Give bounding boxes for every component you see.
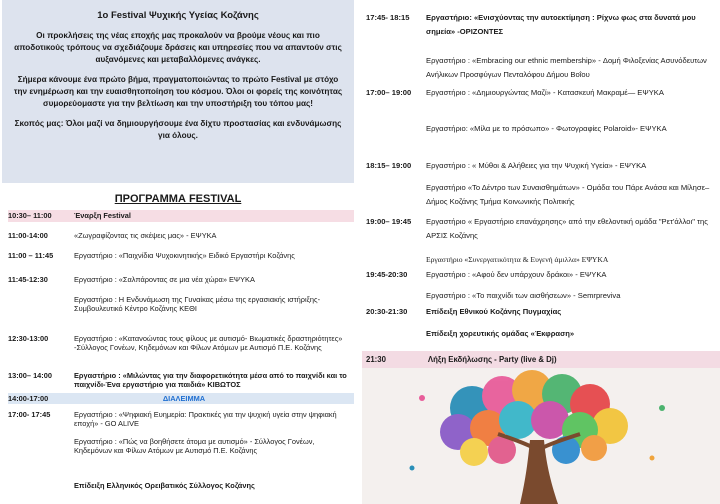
schedule-row	[8, 481, 354, 490]
row-time: 19:00– 19:45	[366, 217, 412, 226]
program-title: ΠΡΟΓΡΑΜΜΑ FESTIVAL	[114, 193, 242, 205]
row-desc: Εργαστήριο : « Μύθοι & Αλήθειες για την Ψυχική Υγεία» - ΕΨΥΚΑ	[426, 161, 647, 170]
schedule-row	[8, 210, 354, 222]
schedule-row	[366, 11, 716, 39]
row-time	[366, 122, 426, 136]
row-desc: Επίδειξη χορευτικής ομάδας «Έκφραση»	[426, 329, 575, 338]
row-time: 11:00 – 11:45	[8, 251, 54, 260]
row-desc: Εργαστήριο : «Μιλώντας για την διαφορετικότητα μέσα από το παιχνίδι και το παιχνίδι-Ένα εργαστήριο για παιδιά» ΚΙΒΩΤΟΣ	[74, 371, 347, 389]
row-desc: Έναρξη Festival	[74, 211, 131, 220]
row-time: 12:30-13:00	[8, 334, 49, 343]
row-time	[8, 295, 74, 313]
closing-row	[362, 351, 720, 368]
row-time: 17:45- 18:15	[366, 13, 410, 22]
schedule-row	[8, 334, 354, 352]
row-desc: Εργαστήριο : «Ψηφιακή Ευημερία: Πρακτικές για την ψυχική υγεία στην ψηφιακή εποχή» - GO ALIVE	[74, 410, 337, 428]
row-desc: Εργαστήριο «Συνεργατικότητα & Ευγενή άμιλλα» ΕΨΥΚΑ	[426, 255, 609, 264]
intro-paragraph-3: Σκοπός μας: Όλοι μαζί να δημιουργήσουμε ένα δίχτυ προστασίας και ενδυνάμωσης για όλους.	[14, 119, 342, 140]
row-time: 10:30– 11:00	[8, 211, 52, 220]
closing-desc: Λήξη Εκδήλωσης - Party (live & Dj)	[427, 355, 557, 364]
intro-paragraph-1: Οι προκλήσεις της νέας εποχής μας προκαλούν να βρούμε νέους και πιο αποδοτικούς τρόπους να σχεδιάζουμε δράσεις και υπηρεσίες που να απαντούν στις αυξανόμενες και μεταβαλλόμενες ανάγκες.	[14, 31, 342, 64]
row-desc: «Ζωγραφίζοντας τις σκέψεις μας» - ΕΨΥΚΑ	[74, 231, 217, 240]
schedule-row	[366, 215, 716, 243]
row-time: 14:00-17:00	[8, 394, 49, 403]
row-time	[366, 253, 426, 267]
row-time: 11:00-14:00	[8, 231, 48, 240]
break-label: ΔΙΑΛΕΙΜΜΑ	[162, 394, 206, 403]
row-time: 18:15– 19:00	[366, 161, 412, 170]
row-time	[8, 481, 74, 490]
schedule-row	[8, 251, 354, 260]
row-desc: Εργαστήριο : «Embracing our ethnic membership» - Δομή Φιλοξενίας Ασυνόδευτων Ανήλικων Προσφύγων Πενταλόφου Δήμου Βοΐου	[426, 56, 707, 79]
brain-tree-illustration	[362, 368, 720, 504]
schedule-row	[366, 289, 716, 303]
schedule-row	[366, 268, 716, 282]
row-time: 20:30-21:30	[366, 307, 408, 316]
schedule-row	[366, 159, 716, 173]
row-desc: Επίδειξη Ελληνικός Ορειβατικός Σύλλογος Κοζάνης	[74, 481, 255, 490]
row-desc: Επίδειξη Εθνικού Κοζάνης Πυγμαχίας	[426, 307, 562, 316]
row-desc: Εργαστήριο : «Το παιχνίδι των αισθήσεων» - Semrpreviva	[426, 291, 621, 300]
schedule-row	[366, 86, 716, 100]
row-time: 13:00– 14:00	[8, 371, 52, 380]
row-time	[366, 54, 426, 82]
schedule-row	[366, 54, 716, 82]
intro-paragraph-2: Σήμερα κάνουμε ένα πρώτο βήμα, πραγματοποιώντας το πρώτο Festival με στόχο την ενημέρωση και την ευαισθητοποίηση του κόσμου. Όλοι οι φορείς της κοινότητας συμορεύομαστε για την βελτίωση και την υποστήριξη του τόπου μας!	[13, 75, 343, 108]
schedule-row	[8, 371, 354, 389]
schedule-row	[8, 295, 354, 313]
row-desc: Εργαστήριο : «Δημιουργώντας Μαζί» - Κατασκευή Μακραμέ— ΕΨΥΚΑ	[426, 88, 664, 97]
row-time: 19:45-20:30	[366, 270, 408, 279]
row-desc: Εργαστήριο « Εργαστήριο επανάχρησης» από την εθελοντική ομάδα "Ρετ'άλλοι" της ΑΡΣΙΣ Κοζάνης	[426, 217, 708, 240]
festival-title: 1ο Festival Ψυχικής Υγείας Κοζάνης	[97, 10, 259, 21]
row-time: 11:45-12:30	[8, 275, 48, 284]
schedule-row	[366, 122, 716, 136]
row-time	[366, 289, 426, 303]
schedule-row	[366, 327, 716, 341]
row-desc: Εργαστήριο : «Αφού δεν υπάρχουν δράκοι» - ΕΨΥΚΑ	[426, 270, 607, 279]
row-time	[366, 181, 426, 209]
schedule-row-break	[8, 393, 354, 404]
closing-time: 21:30	[366, 355, 386, 364]
row-time	[366, 327, 426, 341]
row-desc: Εργαστήριο : Η Ενδυνάμωση της Γυναίκας μέσω της εργασιακής ιστήριξης- Συμβουλευτικό Κέντρο Κοζάνης ΚΕΘΙ	[74, 295, 321, 313]
row-desc: Εργαστήριο : «Κατανοώντας τους φίλους με αυτισμό- Βιωματικές δραστηριότητες» -Σύλλογος Γονέων, Κηδεμόνων και Φίλων Ατόμων με Αυτισμό Π.Ε. Κοζάνης	[74, 334, 343, 352]
row-desc: Εργαστήριο: «Μίλα με το πρόσωπο» - Φωτογραφίες Polaroid»- ΕΨΥΚΑ	[426, 124, 667, 133]
schedule-row	[366, 253, 716, 267]
row-desc: Εργαστήριο: «Ενισχύοντας την αυτοεκτίμηση : Ρίχνω φως στα δυνατά μου σημεία» -ΟΡΙΖΟΝΤΕΣ	[426, 13, 696, 36]
row-desc: Εργαστήριο : «Πώς να βοηθήσετε άτομα με αυτισμό» - Σύλλογος Γονέων, Κηδεμόνων και Φίλων Ατόμων με Αυτισμό Π.Ε. Κοζάνης	[74, 437, 315, 455]
row-time: 17:00- 17:45	[8, 410, 51, 419]
brain-tree-graphic	[362, 368, 720, 504]
row-desc: Εργαστήριο : «Παιχνίδια Ψυχοκινητικής» Ειδικό Εργαστήρι Κοζάνης	[74, 251, 295, 260]
intro-box	[2, 0, 354, 183]
row-desc: Εργαστήριο : «Σαλπάροντας σε μια νέα χώρα» ΕΨΥΚΑ	[74, 275, 255, 284]
row-desc: Εργαστήριο «Το Δέντρο των Συναισθημάτων» - Ομάδα του Πάρε Ανάσα και Μίλησε– Δήμος Κοζάνης Τμήμα Κοινωνικής Πολιτικής	[426, 183, 710, 206]
schedule-row	[366, 181, 716, 209]
schedule-row	[8, 231, 354, 240]
right-column	[362, 0, 720, 504]
row-time: 17:00– 19:00	[366, 88, 412, 97]
schedule-row	[8, 275, 354, 284]
left-column	[0, 0, 356, 504]
schedule-row	[8, 410, 354, 428]
schedule-row	[366, 305, 716, 319]
schedule-row	[8, 437, 354, 455]
row-time	[8, 437, 74, 455]
